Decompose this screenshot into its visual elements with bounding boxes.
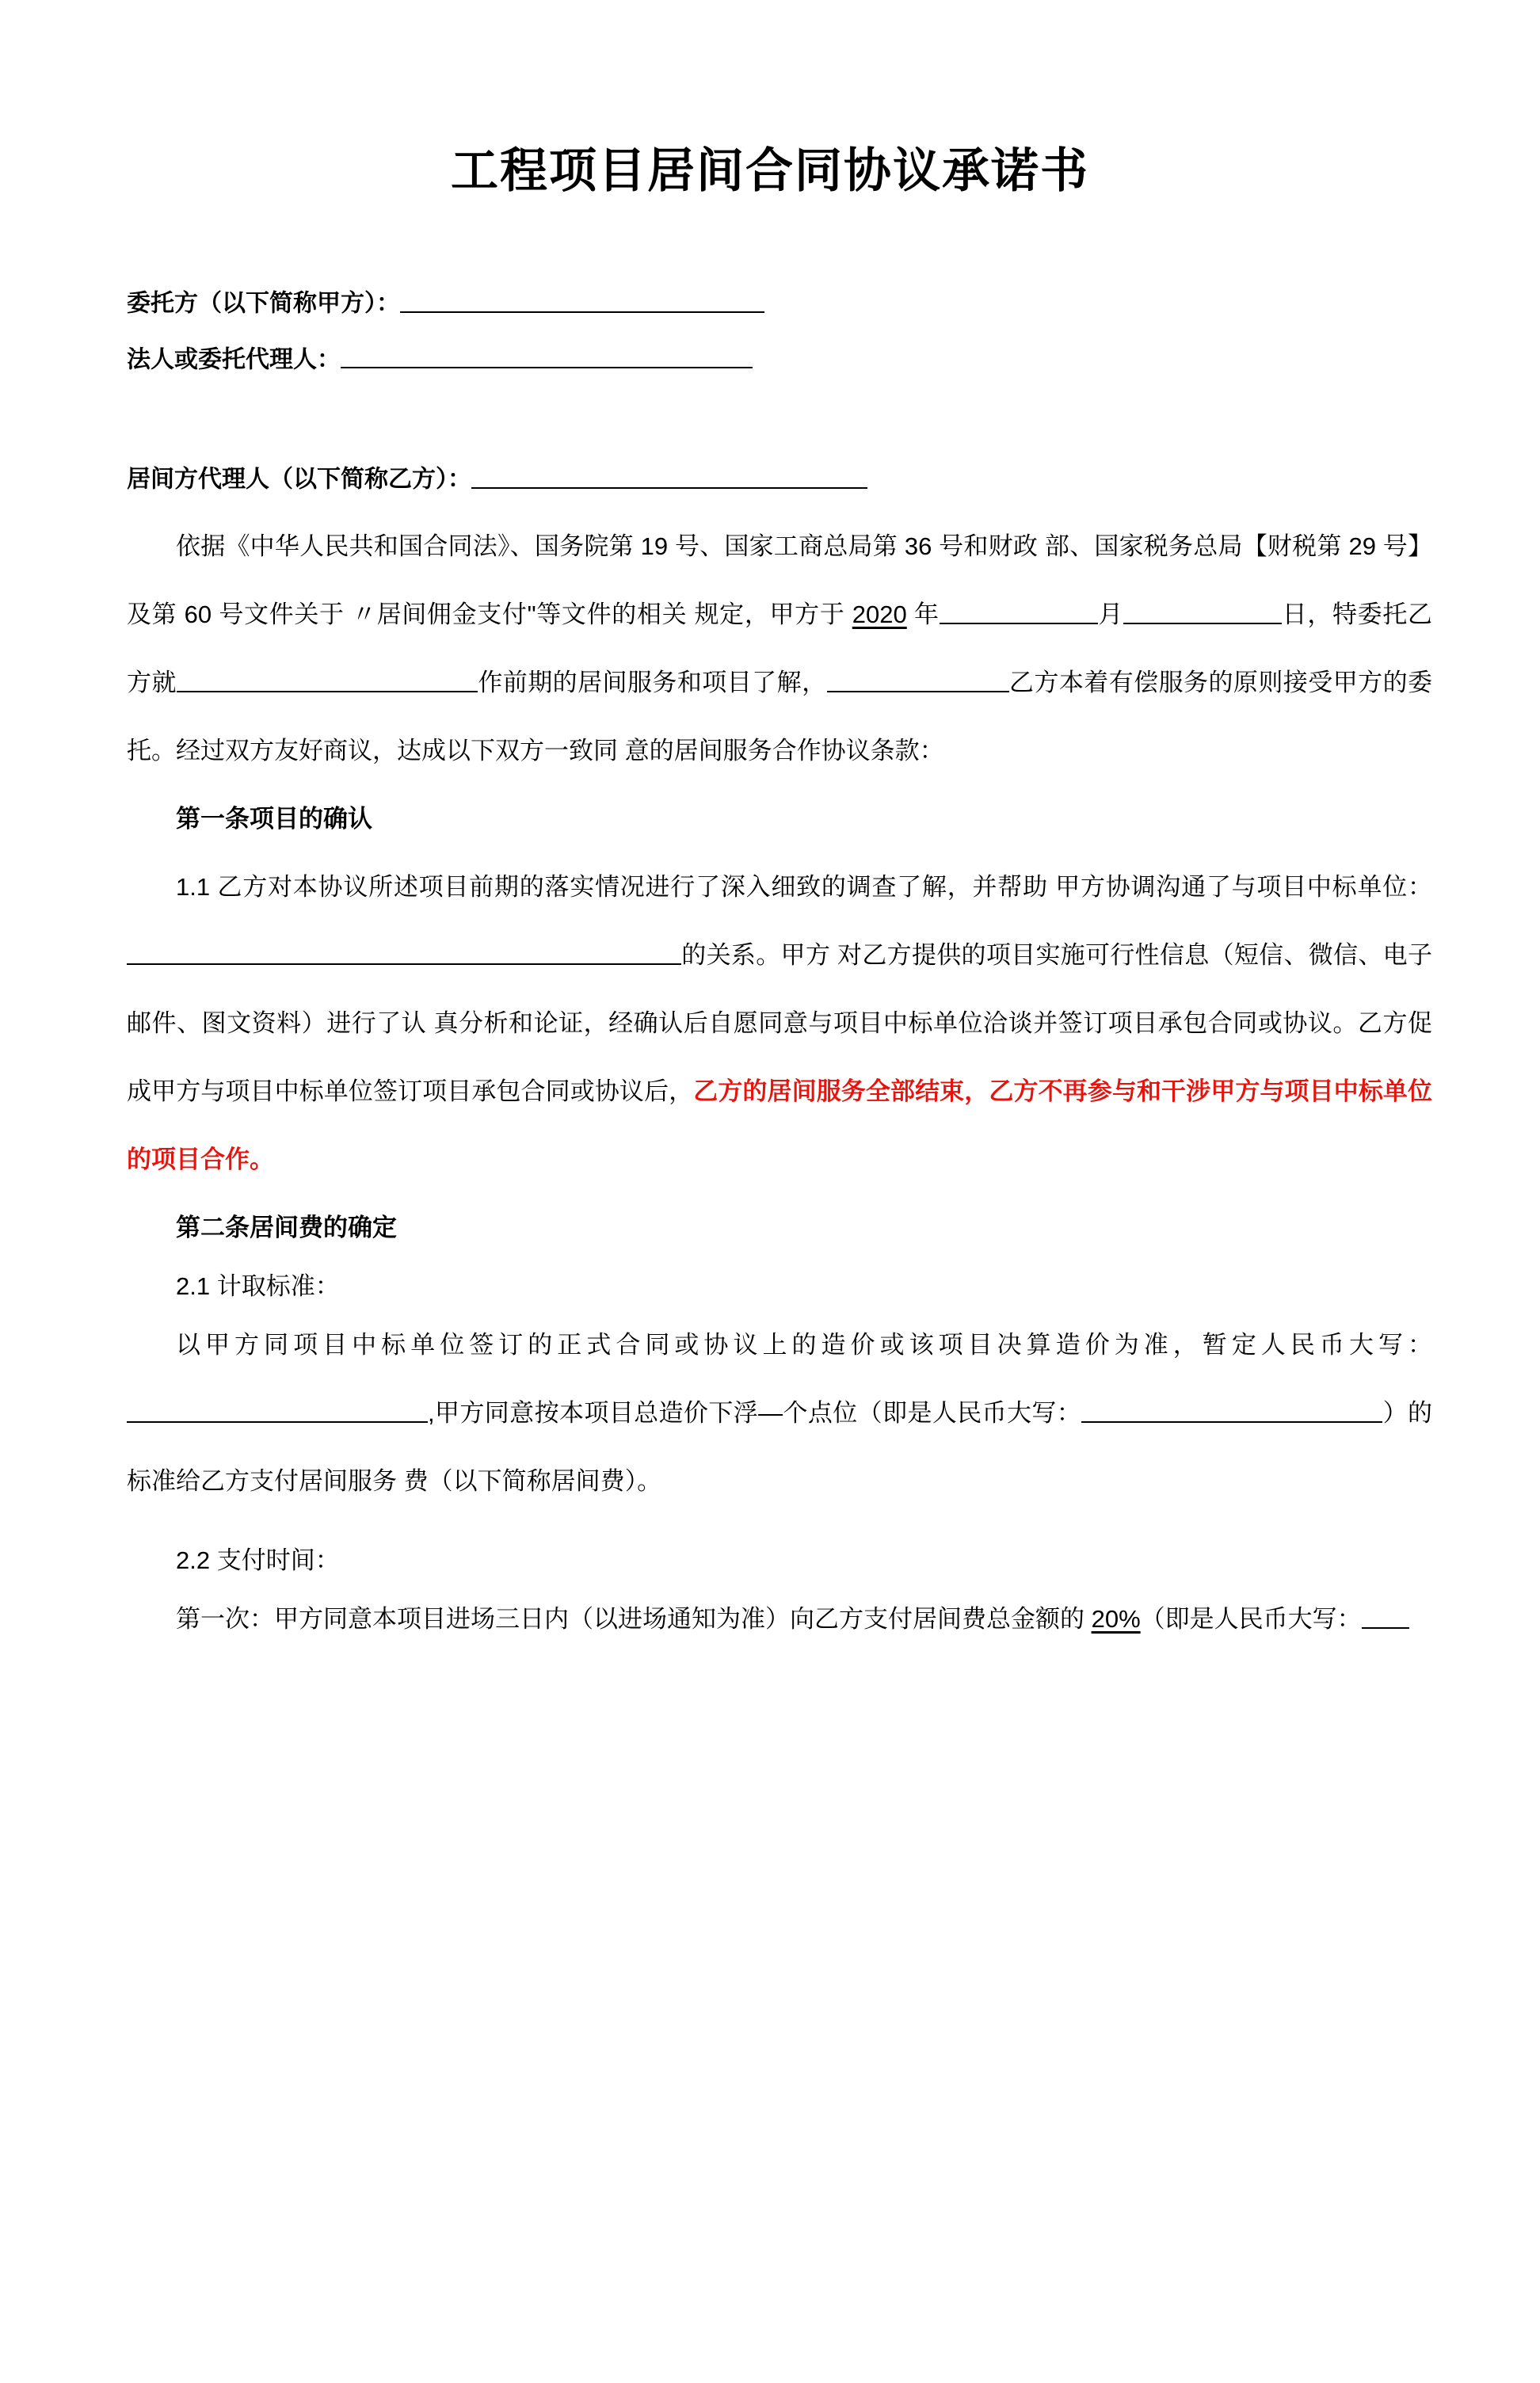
payment-first-installment: [127, 1595, 1432, 1644]
preamble-text-5: 作前期的居间服务和项目了解，: [477, 668, 827, 696]
preamble-year-value[interactable]: 2020: [852, 600, 907, 628]
payment-first-percent[interactable]: 20%: [1091, 1604, 1141, 1633]
preamble-paragraph: [127, 513, 1432, 785]
broker-party-line: [127, 462, 1432, 492]
client-party-label: 委托方（以下简称甲方）：: [127, 290, 400, 317]
preamble-month-blank[interactable]: [940, 597, 1098, 624]
preamble-text-4: 日，特委托乙方就: [127, 600, 1432, 696]
broker-party-label: 居间方代理人（以下简称乙方）：: [127, 466, 471, 493]
document-body: [0, 200, 1540, 1644]
legal-rep-label: 法人或委托代理人：: [127, 346, 341, 372]
clause-2-1-text-a: 以甲方同项目中标单位签订的正式合同或协议上的造价或该项目决算造价为准，暂定人民币大写：: [176, 1330, 1432, 1359]
payment-first-text-a: 第一次：甲方同意本项目进场三日内（以进场通知为准）向乙方支付居间费总金额的: [176, 1604, 1092, 1633]
clause-2-1-text-b: ,甲方同意按本项目总造价下浮—个点位（即是人民币大写：: [428, 1398, 1082, 1427]
preamble-extra-blank[interactable]: [827, 665, 1009, 692]
clause-1-1-text-a: 1.1 乙方对本协议所述项目前期的落实情况进行了深入细致的调查了解，并帮助 甲方协调沟通了与项目中标单位：: [176, 872, 1432, 901]
payment-first-text-b: （即是人民币大写：: [1140, 1604, 1362, 1633]
clause-1-1-unit-blank[interactable]: [127, 937, 681, 965]
client-party-blank[interactable]: [400, 286, 764, 313]
preamble-text-1: 依据《中华人民共和国合同法》、国务院第 19 号、国家工商总局第 36 号和财政 部、国家税务总局【财税第 29 号】及第 60 号文件关于 〃居间佣金支付"等文件的相关 规定，甲方于: [127, 532, 1432, 628]
clause-1-1-text-b: 的关系。甲方 对乙方提供的项目实施可行性信息（短信、微信、电子邮件、图文资料）进行了认 真分析和论证，经确认后自愿同意与项目中标单位洽谈并签订项目承包合同或协议。乙方促成甲方与项目中标单位签订项目承包合同或协议后，: [127, 940, 1432, 1105]
article-1-clause-1-1: [127, 853, 1432, 1194]
article-1-heading: 第一条项目的确认: [176, 804, 372, 833]
broker-party-blank[interactable]: [471, 462, 867, 489]
client-party-line: [127, 286, 1432, 316]
preamble-day-blank[interactable]: [1123, 597, 1282, 624]
clause-2-1-text-c: ）的标准给乙方支付居间服务 费（以下简称居间费）。: [127, 1398, 1432, 1495]
preamble-text-2: 年: [906, 600, 940, 628]
article-2-heading: 第二条居间费的确定: [176, 1213, 397, 1241]
clause-2-1-body: [127, 1311, 1432, 1516]
clause-2-1-amount-blank-1[interactable]: [127, 1395, 428, 1423]
preamble-text-6: 乙方本着有偿服务的原则接受甲方的委托。经过双方友好商议，达成以下双方一致同 意的居间服务合作协议条款：: [127, 668, 1433, 764]
clause-2-1-amount-blank-2[interactable]: [1081, 1395, 1382, 1423]
preamble-project-blank[interactable]: [177, 665, 478, 692]
clause-2-2-label: 2.2 支付时间：: [176, 1546, 340, 1574]
legal-rep-blank[interactable]: [341, 342, 753, 369]
legal-rep-line: [127, 342, 1432, 372]
preamble-text-3: 月: [1097, 600, 1124, 628]
clause-2-1-label: 2.1 计取标准：: [176, 1272, 340, 1300]
clause-1-1-red-warning: 乙方的居间服务全部结束，乙方不再参与和干涉甲方与项目中标单位的项目合作。: [127, 1077, 1433, 1173]
payment-first-amount-blank[interactable]: [1362, 1601, 1409, 1629]
page-title: 工程项目居间合同协议承诺书: [451, 144, 1089, 197]
